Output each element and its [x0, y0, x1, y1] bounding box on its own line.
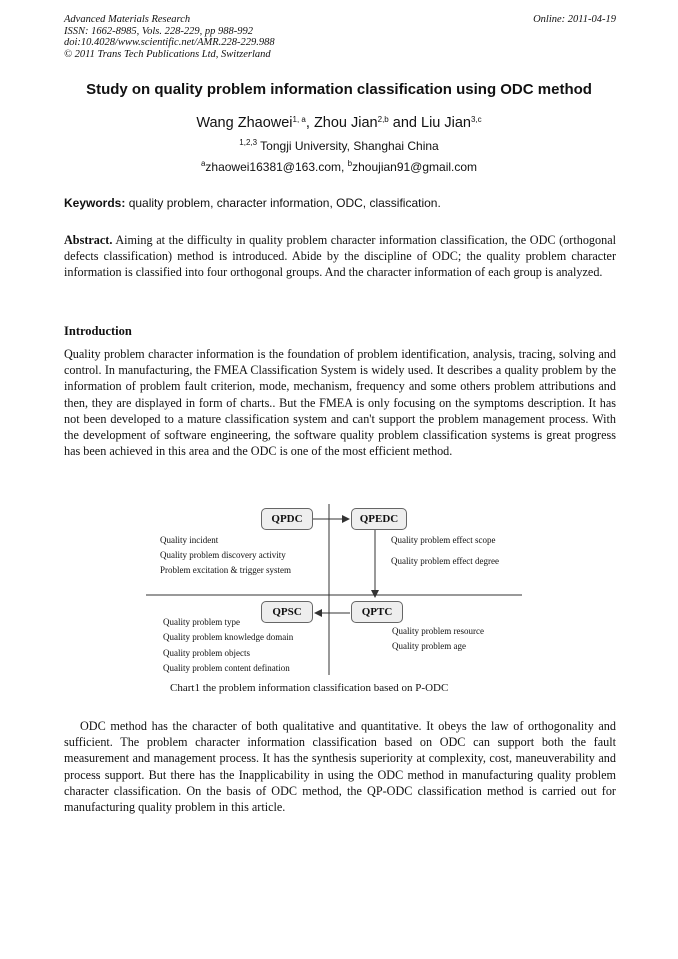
author-line [0, 115, 678, 131]
arrowhead-qpedc [342, 515, 350, 523]
author-name: Zhou Jian [313, 115, 378, 131]
classification-figure [146, 500, 526, 700]
figure-caption: Chart1 the problem information classification based on P-ODC [170, 682, 449, 694]
keywords-label: Keywords: [64, 196, 126, 210]
author-superscript: 2,b [377, 115, 389, 124]
online-date: Online: 2011-04-19 [533, 14, 616, 25]
author-separator: , [305, 115, 314, 131]
qpsc-item: Quality problem type [163, 617, 240, 627]
qpsc-box: QPSC [261, 601, 313, 623]
abstract-text: Aiming at the difficulty in quality problem character information classification, the ODC (orthogonal defects classification) method is introduced. Abide by the discipline of ODC; the quality problem character information is classified into four orthogonal groups. And the character information of each group is analyzed. [64, 233, 616, 280]
author-superscript: 1, a [292, 115, 306, 124]
email-link[interactable]: zhaowei16381@163.com, [205, 160, 348, 174]
journal-name: Advanced Materials Research [64, 14, 191, 25]
qptc-box: QPTC [351, 601, 403, 623]
affiliation [0, 139, 678, 153]
abstract-label: Abstract. [64, 233, 113, 247]
qptc-item: Quality problem resource [392, 626, 484, 636]
author-name: Wang Zhaowei [196, 115, 293, 131]
qpdc-box: QPDC [261, 508, 313, 530]
qpsc-item: Quality problem content defination [163, 663, 290, 673]
arrowhead-qpsc [314, 609, 322, 617]
issn-line: ISSN: 1662-8985, Vols. 228-229, pp 988-992 [64, 25, 253, 37]
arrowhead-qptc [371, 590, 379, 598]
author-separator: and [388, 115, 421, 131]
copyright-line: © 2011 Trans Tech Publications Ltd, Switzerland [64, 48, 271, 60]
author-superscript: 3,c [470, 115, 482, 124]
qpedc-item: Quality problem effect degree [391, 556, 500, 566]
email-superscript: a [200, 159, 206, 168]
doi-line: doi:10.4028/www.scientific.net/AMR.228-229.988 [64, 37, 275, 48]
author-name: Liu Jian [421, 115, 471, 131]
introduction-paragraph: Quality problem character information is the foundation of problem identification, analysis, tracing, solving and control. In manufacturing, the FMEA Classification System is widely used. It describes a quality problem by the information of problem fault criterion, mode, mechanism, frequency and some others problem attributions and then, they are displayed in form of charts.. But the FMEA is only focusing on the symptoms description. It has not been developed to a mature classification system and can't support the problem management process. With the development of software engineering, the software quality problem classification systems is great progress has been achieved in this area and the ODC is one of the most efficient method. [64, 347, 616, 459]
qpsc-item: Quality problem objects [163, 648, 250, 658]
affiliation-superscript: 1,2,3 [239, 138, 258, 147]
affiliation-text: Tongji University, Shanghai China [257, 139, 439, 153]
page-header [64, 14, 616, 60]
email-link[interactable]: zhoujian91@gmail.com [352, 160, 478, 174]
qpdc-item: Quality problem discovery activity [160, 550, 286, 560]
qpdc-item: Quality incident [160, 535, 219, 545]
qpedc-item: Quality problem effect scope [391, 535, 496, 545]
qptc-item: Quality problem age [392, 641, 466, 651]
author-emails [0, 160, 678, 174]
abstract [64, 232, 616, 281]
qpsc-item: Quality problem knowledge domain [163, 632, 294, 642]
keywords [64, 196, 616, 210]
qpedc-box: QPEDC [351, 508, 407, 530]
keywords-text: quality problem, character information, ODC, classification. [125, 196, 441, 210]
section-heading-introduction: Introduction [64, 324, 132, 338]
qpdc-item: Problem excitation & trigger system [160, 565, 291, 575]
paper-title: Study on quality problem information classification using ODC method [86, 81, 592, 98]
body-paragraph: ODC method has the character of both qualitative and quantitative. It obeys the law of orthogonality and sufficient. The problem character information classification based on ODC can support both the fault measurement and management process. It has the synthesis superiority at complexity, cost, maneuverability and process support. But there has the Inapplicability in using the ODC method in manufacturing quality problem character classification. On the basis of ODC method, the QP-ODC classification method is carried out for manufacturing quality problem in this article. [64, 719, 616, 815]
email-superscript: b [347, 159, 353, 168]
